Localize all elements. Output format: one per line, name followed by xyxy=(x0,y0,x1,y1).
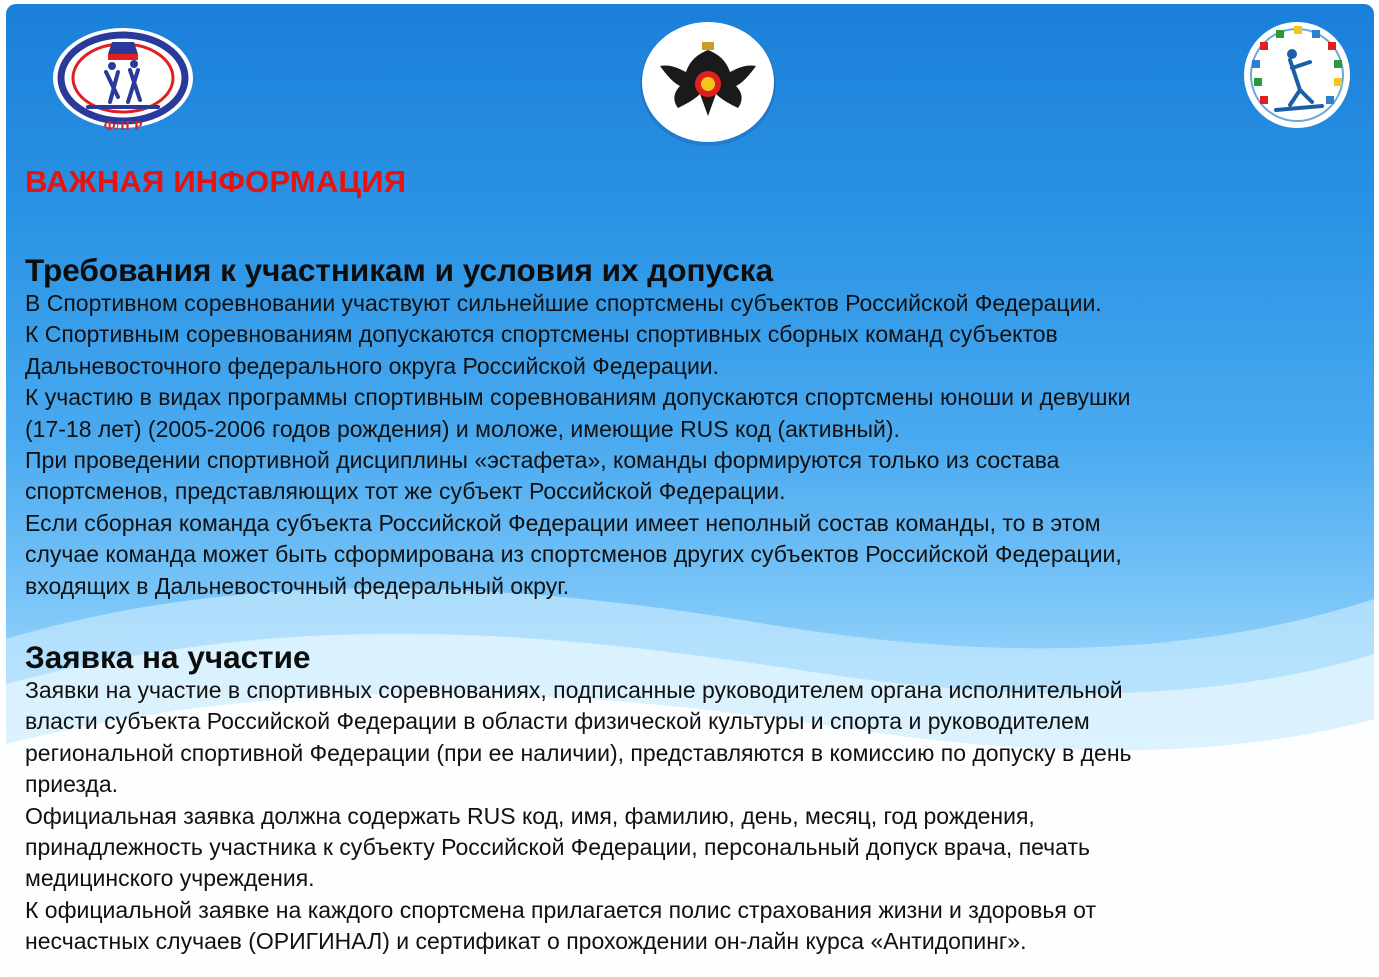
text-line: региональной спортивной Федерации (при ее наличии), представляются в комиссию по допуску в день xyxy=(25,739,1132,766)
text-line: приезда. xyxy=(25,771,119,798)
text-line: (17-18 лет) (2005-2006 годов рождения) и моложе, имеющие RUS код (активный). xyxy=(25,415,900,442)
section-title: Заявка на участие xyxy=(25,639,311,675)
flgr-logo xyxy=(48,12,198,134)
text-line: В Спортивном соревновании участвуют сильнейшие спортсмены субъектов Российской Федерации. xyxy=(25,290,1102,316)
application-section xyxy=(25,639,1356,958)
svg-text:ФЛГР: ФЛГР xyxy=(103,119,143,134)
text-line: При проведении спортивной дисциплины «эстафета», команды формируются только из состава xyxy=(25,447,1060,474)
text-line: спортсменов, представляющих тот же субъект Российской Федерации. xyxy=(25,478,786,505)
text-line: К официальной заявке на каждого спортсмена прилагается полис страхования жизни и здоровья от xyxy=(25,896,1096,923)
text-line: принадлежность участника к субъекту Российской Федерации, персональный допуск врача, печать xyxy=(25,834,1090,861)
alert-title: ВАЖНАЯ ИНФОРМАЦИЯ xyxy=(25,164,407,199)
text-line: случае команда может быть сформирована из спортсменов других субъектов Российской Федерации, xyxy=(25,541,1122,568)
text-line: входящих в Дальневосточный федеральный округ. xyxy=(25,572,570,599)
russian-eagle-emblem xyxy=(638,20,778,148)
text-line: Заявки на участие в спортивных соревнованиях, подписанные руководителем органа исполнительной xyxy=(25,677,1123,703)
participant-requirements-section xyxy=(25,252,1356,602)
text-line: власти субъекта Российской Федерации в области физической культуры и спорта и руководителем xyxy=(25,708,1090,735)
slide-background xyxy=(6,4,1374,977)
text-line: Дальневосточного федерального округа Российской Федерации. xyxy=(25,352,720,379)
section-body xyxy=(25,675,1356,958)
text-line: К Спортивным соревнованиям допускаются спортсмены спортивных сборных команд субъектов xyxy=(25,321,1058,348)
text-line: Официальная заявка должна содержать RUS код, имя, фамилию, день, месяц, год рождения, xyxy=(25,802,1035,829)
regional-skiing-logo xyxy=(1240,20,1354,130)
text-line: К участию в видах программы спортивным соревнованиям допускаются спортсмены юноши и девушки xyxy=(25,384,1131,411)
text-line: несчастных случаев (ОРИГИНАЛ) и сертификат о прохождении он-лайн курса «Антидопинг». xyxy=(25,928,1027,955)
text-line: медицинского учреждения. xyxy=(25,865,315,892)
section-body xyxy=(25,288,1356,602)
section-title: Требования к участникам и условия их допуска xyxy=(25,252,774,288)
text-line: Если сборная команда субъекта Российской Федерации имеет неполный состав команды, то в этом xyxy=(25,509,1101,536)
